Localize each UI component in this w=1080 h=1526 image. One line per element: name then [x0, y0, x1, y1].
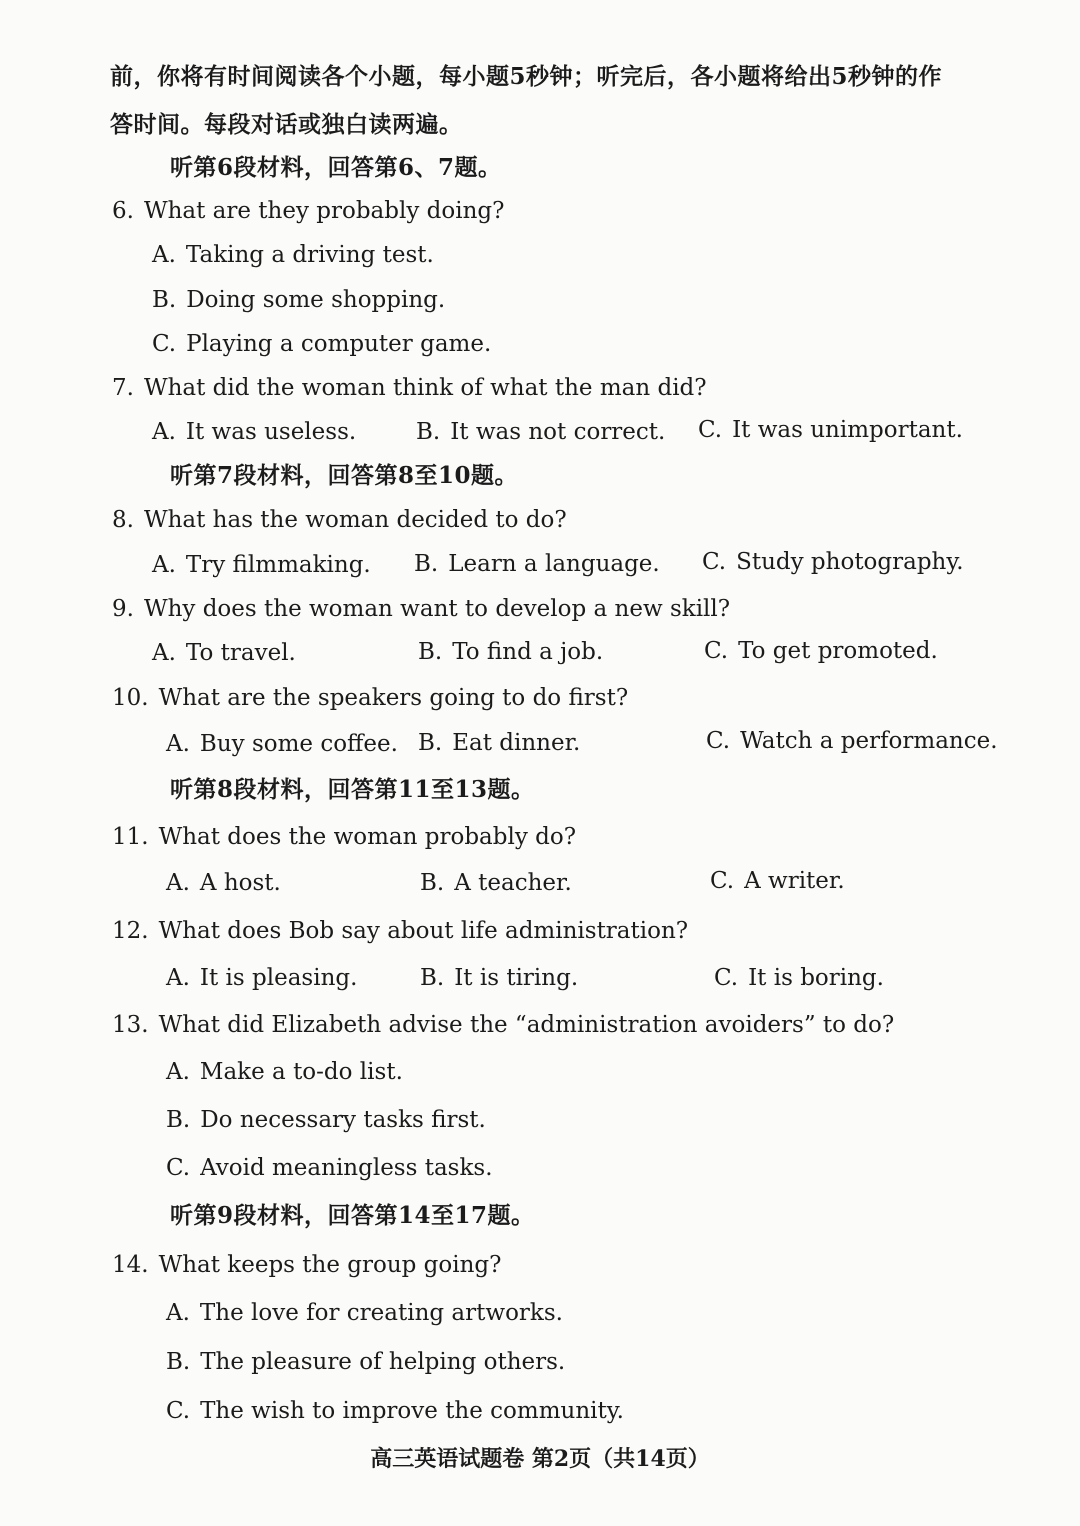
option-text: The pleasure of helping others.: [200, 1349, 566, 1375]
question-text: Why does the woman want to develop a new skill?: [143, 596, 731, 622]
option-c: [698, 415, 963, 445]
option-b: [416, 417, 665, 447]
question-number: 7.: [112, 375, 134, 401]
question-text: What did the woman think of what the man did?: [143, 375, 707, 401]
option-letter: B.: [414, 551, 439, 577]
option-text: It is tiring.: [454, 965, 579, 991]
question: [112, 594, 730, 624]
option-a: [166, 1298, 563, 1328]
option-letter: A.: [166, 1059, 190, 1085]
option-letter: C.: [698, 417, 723, 443]
option-text: It was useless.: [185, 419, 357, 445]
option-a: [166, 729, 398, 759]
option-letter: A.: [166, 731, 190, 757]
option-text: To get promoted.: [738, 638, 938, 664]
option-a: [166, 1057, 403, 1087]
option-text: Make a to-do list.: [199, 1059, 403, 1085]
section-heading: 听第8段材料，回答第11至13题。: [170, 776, 535, 803]
question-text: What are the speakers going to do first?: [158, 685, 629, 711]
option-letter: C.: [166, 1155, 191, 1181]
intro-line-1: 前，你将有时间阅读各个小题，每小题5秒钟；听完后，各小题将给出5秒钟的作: [110, 63, 943, 90]
option-text: The wish to improve the community.: [200, 1398, 624, 1424]
option-letter: C.: [714, 965, 739, 991]
option-letter: B.: [416, 419, 441, 445]
option-letter: C.: [710, 868, 735, 894]
option-letter: B.: [152, 287, 177, 313]
question: [112, 822, 576, 852]
question-number: 9.: [112, 596, 134, 622]
option-letter: B.: [420, 965, 445, 991]
option-c: [702, 547, 964, 577]
option-letter: A.: [166, 1300, 190, 1326]
section-heading: 听第6段材料，回答第6、7题。: [170, 154, 502, 181]
question: [112, 1010, 894, 1040]
option-letter: C.: [706, 728, 731, 754]
option-c: [706, 726, 998, 756]
option-letter: A.: [152, 419, 176, 445]
option-c: [714, 963, 884, 993]
option-text: Doing some shopping.: [186, 287, 446, 313]
option-text: Playing a computer game.: [186, 331, 492, 357]
option-text: Buy some coffee.: [199, 731, 398, 757]
option-a: [152, 240, 434, 270]
question: [112, 505, 567, 535]
option-text: The love for creating artworks.: [199, 1300, 563, 1326]
option-letter: B.: [420, 870, 445, 896]
question-text: What has the woman decided to do?: [143, 507, 567, 533]
option-letter: A.: [152, 242, 176, 268]
option-letter: C.: [702, 549, 727, 575]
question-number: 6.: [112, 198, 134, 224]
option-b: [166, 1105, 486, 1135]
option-text: Learn a language.: [448, 551, 660, 577]
option-text: To travel.: [185, 640, 296, 666]
option-b: [166, 1347, 565, 1377]
question-number: 10.: [112, 685, 149, 711]
question-text: What does the woman probably do?: [158, 824, 577, 850]
option-letter: A.: [166, 965, 190, 991]
section-heading: 听第9段材料，回答第14至17题。: [170, 1202, 535, 1229]
option-letter: A.: [152, 640, 176, 666]
question: [112, 916, 688, 946]
option-letter: C.: [704, 638, 729, 664]
option-a: [152, 638, 296, 668]
option-b: [418, 728, 580, 758]
option-text: Eat dinner.: [452, 730, 581, 756]
option-text: It is boring.: [748, 965, 884, 991]
option-c: [166, 1396, 624, 1426]
option-b: [420, 868, 572, 898]
question: [112, 683, 628, 713]
option-b: [418, 637, 603, 667]
intro-line-2: 答时间。每段对话或独白读两遍。: [110, 111, 463, 138]
question-number: 8.: [112, 507, 134, 533]
option-text: Try filmmaking.: [185, 552, 371, 578]
option-text: A host.: [199, 870, 281, 896]
option-a: [152, 417, 356, 447]
question-text: What did Elizabeth advise the “administration avoiders” to do?: [158, 1012, 895, 1038]
question-number: 12.: [112, 918, 149, 944]
option-c: [710, 866, 845, 896]
question: [112, 1250, 501, 1280]
question: [112, 373, 707, 403]
option-a: [152, 550, 371, 580]
option-text: Taking a driving test.: [185, 242, 434, 268]
option-letter: B.: [166, 1349, 191, 1375]
question: [112, 196, 504, 226]
option-letter: B.: [166, 1107, 191, 1133]
option-letter: B.: [418, 639, 443, 665]
option-text: To find a job.: [452, 639, 604, 665]
option-c: [166, 1153, 493, 1183]
option-text: Study photography.: [736, 549, 964, 575]
option-letter: B.: [418, 730, 443, 756]
option-text: A teacher.: [454, 870, 572, 896]
page-footer: 高三英语试题卷 第2页（共14页）: [370, 1446, 710, 1472]
question-text: What keeps the group going?: [158, 1252, 502, 1278]
option-text: It was unimportant.: [732, 417, 963, 443]
option-a: [166, 868, 281, 898]
option-text: It is pleasing.: [199, 965, 358, 991]
option-letter: A.: [166, 870, 190, 896]
option-text: Watch a performance.: [740, 728, 998, 754]
question-text: What does Bob say about life administration?: [158, 918, 689, 944]
option-c: [704, 636, 938, 666]
option-b: [414, 549, 660, 579]
option-text: Do necessary tasks first.: [200, 1107, 486, 1133]
question-number: 14.: [112, 1252, 149, 1278]
option-text: It was not correct.: [450, 419, 666, 445]
question-number: 11.: [112, 824, 149, 850]
option-b: [420, 963, 578, 993]
option-b: [152, 285, 445, 315]
option-c: [152, 329, 491, 359]
section-heading: 听第7段材料，回答第8至10题。: [170, 462, 519, 489]
question-number: 13.: [112, 1012, 149, 1038]
option-letter: C.: [166, 1398, 191, 1424]
option-text: A writer.: [744, 868, 845, 894]
option-text: Avoid meaningless tasks.: [200, 1155, 493, 1181]
question-text: What are they probably doing?: [143, 198, 505, 224]
option-letter: A.: [152, 552, 176, 578]
option-a: [166, 963, 357, 993]
option-letter: C.: [152, 331, 177, 357]
